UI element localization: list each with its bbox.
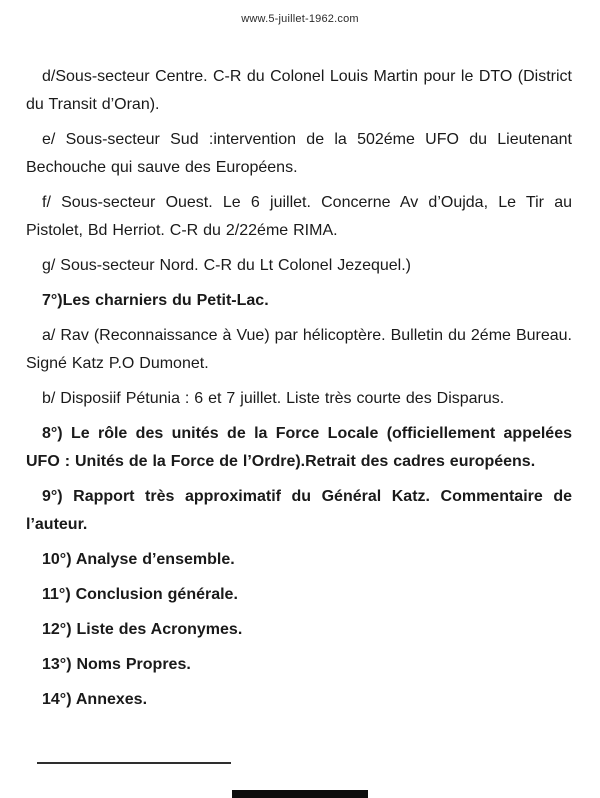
- toc-entry-9: 9°) Rapport très approximatif du Général Katz. Commentaire de l’auteur.: [26, 488, 572, 533]
- document-body: [0, 25, 600, 714]
- page-gap-bar: [232, 790, 368, 798]
- toc-entry-f: f/ Sous-secteur Ouest. Le 6 juillet. Concerne Av d’Oujda, Le Tir au Pistolet, Bd Herriot. C-R du 2/22éme RIMA.: [26, 194, 572, 239]
- toc-entry-g: g/ Sous-secteur Nord. C-R du Lt Colonel Jezequel.): [42, 257, 412, 274]
- toc-entry-7: 7°)Les charniers du Petit-Lac.: [42, 292, 269, 309]
- toc-entry-8: 8°) Le rôle des unités de la Force Locale (officiellement appelées UFO : Unités de la Force de l’Ordre).Retrait des cadres européens.: [26, 425, 572, 470]
- toc-entry-13: 13°) Noms Propres.: [42, 656, 191, 673]
- toc-entry-e: e/ Sous-secteur Sud :intervention de la 502éme UFO du Lieutenant Bechouche qui sauve des Européens.: [26, 131, 572, 176]
- footnote-separator: [37, 762, 231, 764]
- toc-entry-a: a/ Rav (Reconnaissance à Vue) par hélicoptère. Bulletin du 2éme Bureau. Signé Katz P.O Dumonet.: [26, 327, 572, 372]
- toc-entry-11: 11°) Conclusion générale.: [42, 586, 238, 603]
- toc-entry-d: d/Sous-secteur Centre. C-R du Colonel Louis Martin pour le DTO (District du Transit d’Oran).: [26, 68, 572, 113]
- toc-entry-12: 12°) Liste des Acronymes.: [42, 621, 243, 638]
- toc-entry-10: 10°) Analyse d’ensemble.: [42, 551, 235, 568]
- site-url-header: www.5-juillet-1962.com: [241, 13, 359, 25]
- toc-entry-14: 14°) Annexes.: [42, 691, 148, 708]
- toc-entry-b: b/ Disposiif Pétunia : 6 et 7 juillet. Liste très courte des Disparus.: [42, 390, 505, 407]
